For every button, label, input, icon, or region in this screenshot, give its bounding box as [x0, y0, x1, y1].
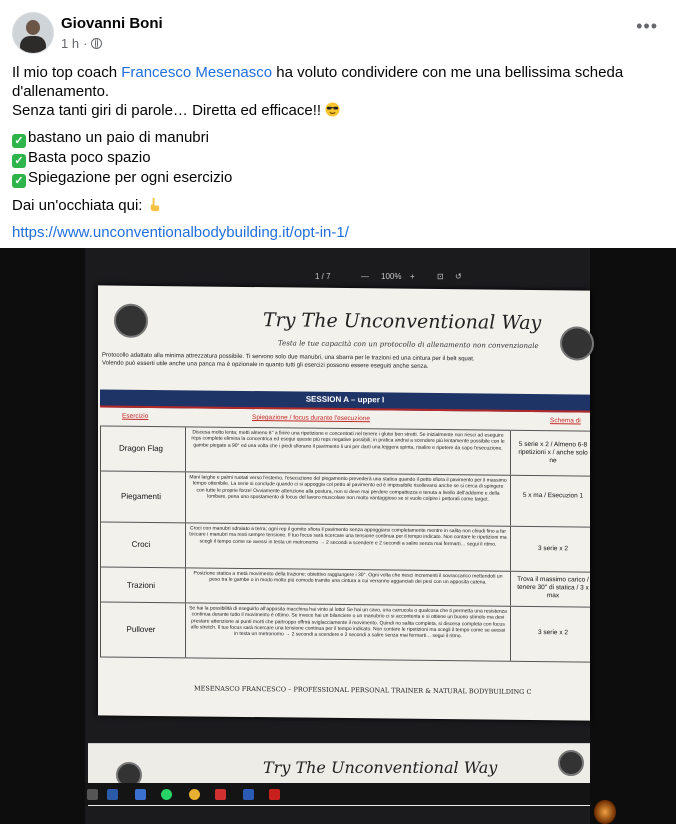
post-time[interactable]: 1 h — [61, 36, 80, 51]
doc-intro: Protocollo adattato alla minima attrezzatura possibile. Ti servono solo due manubri, una sbarra per le trazioni ed una cintura per il belt squat. Volendo può esserti utile anche una panca ma è opzionale in quanto tutti gli esercizi possono essere eseguiti anche senza. — [102, 352, 475, 370]
col-schema: Schema di — [550, 417, 581, 425]
check-icon: ✓ — [12, 174, 26, 188]
workout-table — [100, 389, 590, 662]
bullet-2: Basta poco spazio — [28, 149, 151, 166]
opt-in-link[interactable]: https://www.unconventionalbodybuilding.it/opt-in-1/ — [12, 224, 349, 241]
search-icon — [87, 789, 98, 800]
zoom-level: 100% — [381, 272, 402, 281]
col-exercise: Esercizio — [122, 412, 149, 420]
pointing-down-hand-icon — [147, 197, 162, 212]
post-text — [12, 63, 662, 242]
exercise-desc: Posizione statica a metà movimento della trazione; obiettivo raggiungere i 30''. Ogni volta che riesci incrementi il sovraccarico mettendoti un peso tra le gambe o in modo molto più comodo tramite una cintura a cui verranno agganciati dei pesi con un apposita catena. — [185, 568, 511, 605]
acrobat-icon — [269, 789, 280, 800]
meta-separator: · — [83, 36, 88, 51]
doc-subtitle: Testa le tue capacità con un protocollo di allenamento non convenzionale — [278, 339, 539, 351]
post-line-1: Il mio top coach — [12, 64, 122, 81]
check-icon: ✓ — [12, 134, 26, 148]
exercise-name: Trazioni — [126, 580, 156, 591]
sunglasses-emoji-icon — [325, 102, 340, 117]
app-icon — [107, 789, 118, 800]
post-meta — [61, 36, 102, 51]
lamp-light — [594, 800, 616, 824]
pdf-page — [98, 285, 590, 720]
post-line-1-end: ha voluto condividere con me una bellissima scheda d'allenamento. — [12, 64, 624, 100]
word-icon — [243, 789, 254, 800]
post-line-2: Senza tanti giri di parole… Diretta ed efficace!! — [12, 102, 322, 119]
pdf-toolbar — [85, 266, 590, 288]
chrome-icon — [189, 789, 200, 800]
coach-link[interactable]: Francesco Mesenasco — [121, 64, 273, 81]
zoom-in-button: + — [410, 272, 415, 281]
post-photo[interactable] — [0, 248, 676, 824]
check-icon: ✓ — [12, 154, 26, 168]
exercise-schema: Trova il massimo carico / tenere 30'' di statica / 3 x max — [517, 575, 589, 600]
globe-icon[interactable] — [91, 38, 102, 49]
exercise-schema: 5 x ma / Esecuzion 1 — [522, 491, 584, 500]
table-row — [100, 567, 590, 607]
rotate-icon: ↺ — [455, 272, 462, 281]
col-description: Spiegazione / focus durante l'esecuzione — [252, 414, 370, 423]
avatar[interactable] — [12, 12, 54, 54]
seal-logo-icon — [560, 326, 594, 360]
session-header: SESSION A – upper I — [100, 389, 590, 412]
photos-icon — [215, 789, 226, 800]
seal-logo-icon — [114, 304, 148, 338]
cta-text: Dai un'occhiata qui: — [12, 197, 147, 214]
exercise-schema: 3 serie x 2 — [538, 545, 568, 553]
table-row — [100, 426, 590, 476]
mail-icon — [135, 789, 146, 800]
more-horizontal-icon[interactable]: ••• — [636, 16, 658, 36]
exercise-name: Pullover — [126, 624, 156, 635]
exercise-schema: 3 serie x 2 — [538, 629, 568, 637]
fit-page-icon: ⊡ — [437, 272, 444, 281]
post-header — [12, 12, 664, 56]
seal-logo-icon — [558, 750, 584, 776]
exercise-name: Dragon Flag — [118, 443, 164, 454]
exercise-schema: 5 serie x 2 / Almeno 6-8 ripetizioni x / anche solo ne — [518, 440, 588, 465]
taskbar — [85, 783, 590, 805]
zoom-out-button: — — [361, 272, 369, 281]
table-row — [100, 522, 590, 572]
bullet-3: Spiegazione per ogni esercizio — [28, 169, 233, 186]
exercise-desc: Se hai la possibilità di eseguirlo all'apposita macchina hai vinto al lotto! Se hai un cavo, una carrucola o qualcosa che ti permetta una resistenza continua durante tutto il movimento è ottimo. Se invece hai un bilanciere o un manubrio ci si accontenta e si ottiene un buono stimolo ma devi prestare attenzione ai punti morti che partroppo offrirà sviglacciamente il movimento. Quindi no salita completa, si discesa completa con focus allo stretch. Il tuo focus sarà ricercare una tensione continua per il tempo indicato. Non contare le ripetizioni ma scegli il tempo come se avessi in testa un metronomo → 2 secondi a scendere e 2 secondi a salire senza mai fermarti… segui il ritmo. — [185, 603, 511, 660]
exercise-name: Piegamenti — [120, 491, 162, 502]
doc-title: Try The Unconventional Way — [263, 309, 542, 335]
whatsapp-icon — [161, 789, 172, 800]
author-name[interactable]: Giovanni Boni — [61, 15, 163, 32]
exercise-desc: Croci con manubri sdraiato a terra; ogni rep il gomito sfiora il pavimento senza appoggiarsi completamente mentre in salita non chiudi fino a far toccare i manubri ma resti sempre tensione. Il tuo focus sarà ricercare una tensione continua per il tempo indicato. Non contare le ripetizioni ma scegli il tempo come se avessi in testa un metronomo → 2 secondi a scendere e 2 secondi a salire senza mai fermarti… segui il ritmo. — [185, 523, 511, 570]
exercise-desc: Discesa molto lenta; metti almeno 6'' a finire una ripetizione e concentrati nel tenere i glutei ben stretti. Se inizialmente non riesci ad eseguire reps complete elimina la concentrica ed esegui queste più reps negative possibili; in pratica andrai a scendere più lentamente possibile con le gambe piegate a 90° ed una volta che i piedi sfiorano il pavimento li uni per darti una leggera spinta, risalire e ripetere da capo l'esecuzione. — [185, 427, 511, 474]
page-indicator: 1 / 7 — [315, 272, 331, 281]
table-row — [100, 471, 590, 527]
doc2-title: Try The Unconventional Way — [263, 758, 498, 777]
table-row — [100, 602, 590, 662]
exercise-desc: Mani larghe e palmi ruotati verso l'esterno, l'esecuzione del piegamento prevederà una statica quando il petto sfiora il pavimento per il massimo tempo ottenibile. La serie si conclude quando ci si appoggia col petto al pavimento ed è impossibile risollevarsi anche se si cerca di spingere con tutte le proprie forze! Ovviamente attenzione alla postura, non si deve mai perdere compattezza e tenuta a livello dell'addome e della lombare, pena uno spostamento di focus del lavoro muscolare non molto vantaggioso se si vuole colpire i pettorali come target. — [185, 472, 511, 525]
bullet-1: bastano un paio di manubri — [28, 129, 209, 146]
exercise-name: Croci — [131, 539, 151, 549]
doc-footer: MESENASCO FRANCESCO – PROFESSIONAL PERSONAL TRAINER & NATURAL BODYBUILDING C — [194, 684, 532, 696]
